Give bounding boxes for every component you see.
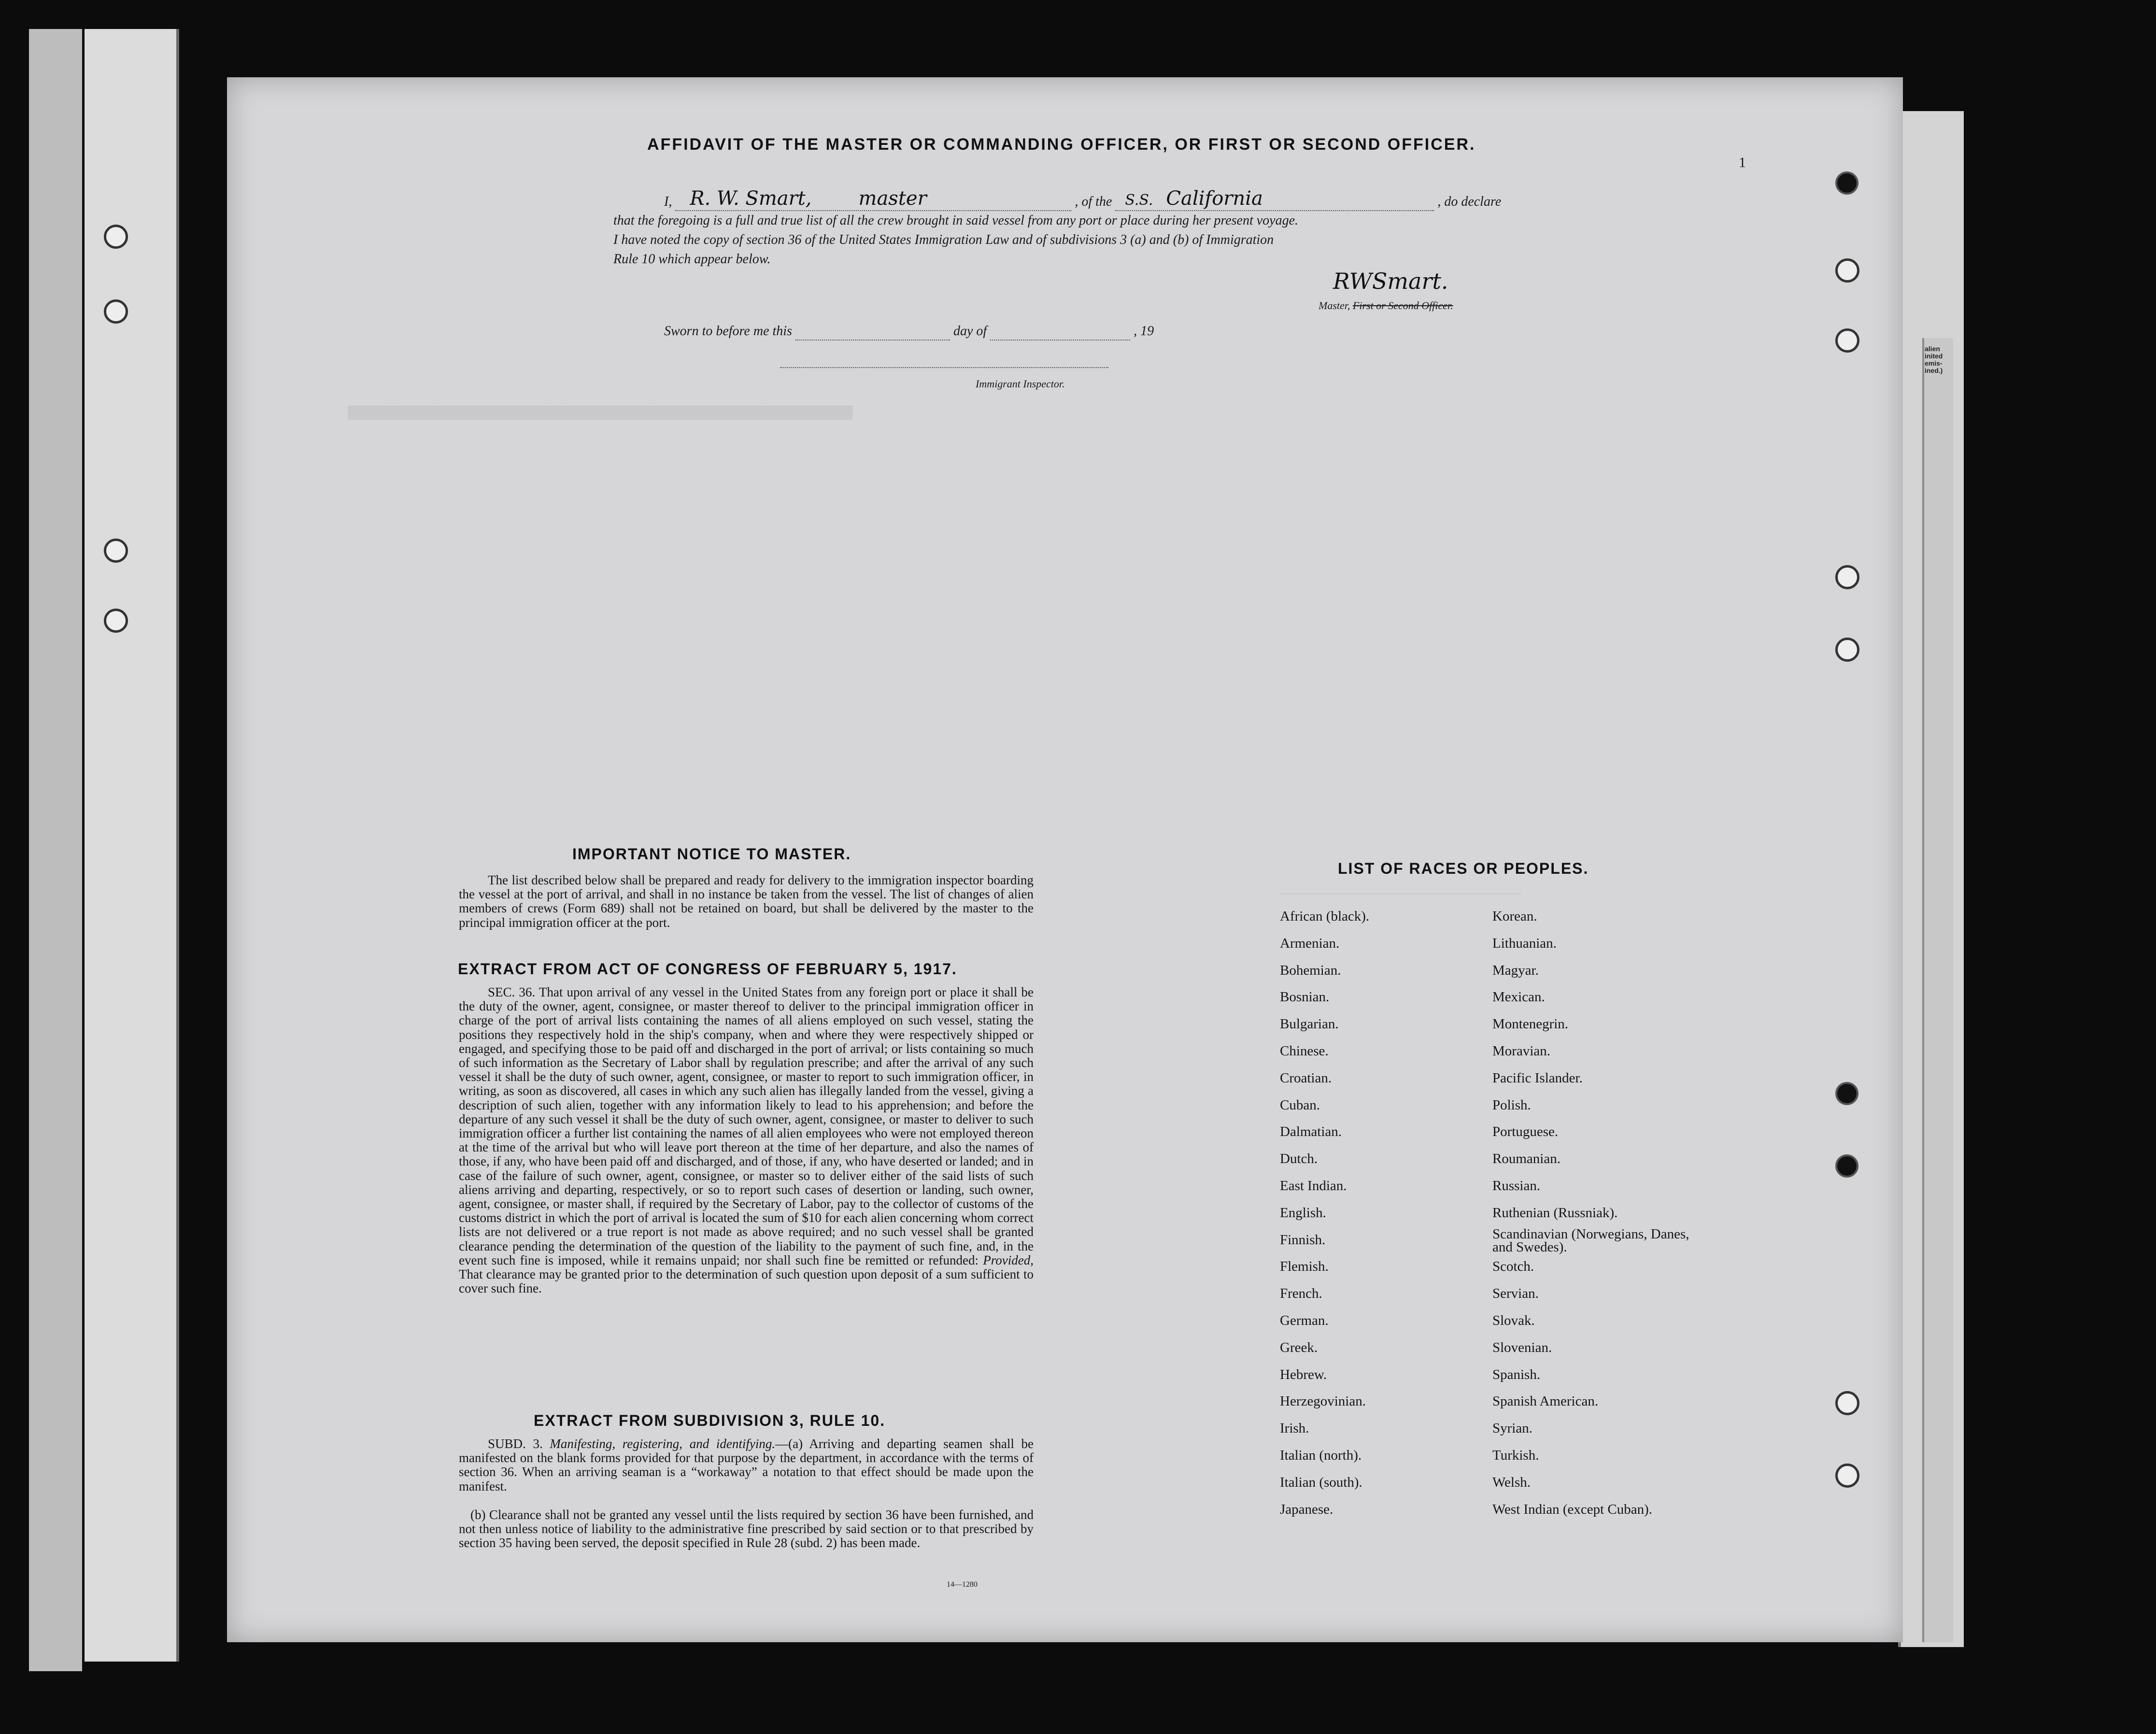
binder-hole (1835, 258, 1859, 283)
edge-text-line: ined.) (1925, 367, 1943, 374)
races-left-column (1280, 903, 1369, 1523)
race-item: Irish. (1280, 1421, 1309, 1436)
declaration-prefix: I, (664, 194, 672, 209)
race-item: Ruthenian (Russniak). (1492, 1205, 1618, 1221)
vessel-name-handwritten: California (1166, 187, 1263, 210)
sworn-year-label: , 19 (1134, 324, 1154, 339)
binder-strip-outer (29, 29, 82, 1671)
binder-hole (104, 225, 128, 249)
binder-hole (1835, 1391, 1859, 1415)
sworn-day-label: day of (953, 324, 987, 339)
vessel-name-field (1115, 189, 1434, 211)
race-item: Syrian. (1492, 1421, 1532, 1436)
sworn-prefix: Sworn to before me this (664, 324, 792, 339)
race-item: Welsh. (1492, 1474, 1531, 1490)
race-item: Pacific Islander. (1492, 1070, 1583, 1086)
race-item: Armenian. (1280, 935, 1340, 951)
extract-rule-text-b: (b) Clearance shall not be granted any vessel until the lists required by section 36 have been furnished, and not then unless notice of liability to the administrative fine prescribed by said section or to that prescribed by section 35 having been served, the deposit specified in Rule 28 (subd. 2) has been made. (459, 1507, 1034, 1550)
race-item: Lithuanian. (1492, 935, 1557, 951)
master-name-handwritten: R. W. Smart, (690, 187, 812, 210)
race-item: Japanese. (1280, 1501, 1333, 1517)
notice-text: The list described below shall be prepared and ready for delivery to the immigration inspector boarding the vessel at the port of arrival, and shall in no instance be taken from the vessel. The list of changes of alien members of crews (Form 689) shall not be retained on board, but shall be delivered by the master to the principal immigration officer at the port. (459, 873, 1034, 930)
race-item: Polish. (1492, 1097, 1531, 1113)
race-item: Bosnian. (1280, 989, 1330, 1005)
race-item: Scandinavian (Norwegians, Danes, and Swedes). (1492, 1226, 1689, 1255)
edge-text-line: alien (1925, 345, 1940, 353)
race-item: Herzegovinian. (1280, 1393, 1366, 1409)
race-item: Bulgarian. (1280, 1016, 1339, 1032)
race-item: Italian (north). (1280, 1447, 1362, 1463)
notice-title: IMPORTANT NOTICE TO MASTER. (572, 845, 851, 863)
race-item: East Indian. (1280, 1178, 1347, 1194)
sworn-month-field (990, 321, 1130, 341)
binder-hole (1835, 328, 1859, 353)
extract-act-body: That upon arrival of any vessel in the United States from any foreign port or place it shall be the duty of the owner, agent, consignee, or master thereof to deliver to the principal immigration officer in charge of the port of arrival lists containing the names of all aliens employed on such vessel, stating the positions they respectively hold in the ship's company, when and where they were respectively shipped or engaged, and specifying those to be paid off and discharged in the port of arrival; or lists containing so much of such information as the Secretary of Labor shall by regulation prescribe; and after the arrival of any such vessel it shall be the duty of such owner, agent, consignee, or master to report to such immigration officer, in writing, as soon as discovered, all cases in which any such alien has illegally landed from the vessel, giving a description of such alien, together with any information likely to lead to his apprehension; and before the departure of any such vessel it shall be the duty of such owner, agent, consignee, or master to deliver to such immigration officer a further list containing the names of all alien employees who were not employed thereon at the time of the arrival but who will leave port thereon at the time of her departure, and also the names of those, if any, who have been paid off and discharged, and of those, if any, who have deserted or landed; and in case of the failure of such owner, agent, consignee, or master so to deliver either of the said lists of such aliens arriving and departing, respectively, or so to report such cases of desertion or landing, such owner, agent, consignee, or master shall, if required by the Secretary of Labor, pay to the collector of customs of the customs district in which the port of arrival is located the sum of $10 for each alien concerning whom correct lists are not delivered or a true report is not made as above required; and no such vessel shall be granted clearance pending the determination of the question of the liability to the payment of such fine, and, in the event such fine is imposed, while it remains unpaid; nor shall such fine be remitted or refunded: (459, 985, 1034, 1267)
race-item: Finnish. (1280, 1232, 1326, 1248)
race-item: Korean. (1492, 909, 1537, 924)
races-right-column (1492, 903, 1695, 1523)
binder-hole (1835, 1082, 1858, 1105)
race-item: West Indian (except Cuban). (1492, 1501, 1653, 1517)
race-item: Scotch. (1492, 1259, 1534, 1275)
race-item: Dalmatian. (1280, 1124, 1342, 1140)
race-item: Montenegrin. (1492, 1016, 1569, 1032)
extract-rule-title: EXTRACT FROM SUBDIVISION 3, RULE 10. (534, 1412, 886, 1429)
rank-handwritten: master (858, 187, 927, 210)
race-item: Moravian. (1492, 1043, 1550, 1059)
extract-act-lead: SEC. 36. (488, 985, 536, 999)
inspector-signature-line (780, 367, 1108, 368)
races-title: LIST OF RACES OR PEOPLES. (1338, 860, 1589, 877)
race-item: Italian (south). (1280, 1474, 1362, 1490)
sworn-line (664, 321, 1154, 341)
extract-rule-text-a (459, 1437, 1034, 1493)
vessel-prefix: S.S. (1125, 192, 1153, 209)
master-name-field (675, 189, 1071, 211)
race-item: English. (1280, 1205, 1326, 1221)
form-code: 14—1280 (947, 1580, 978, 1589)
signature-caption (1319, 299, 1453, 312)
race-item: Cuban. (1280, 1097, 1320, 1113)
race-item: Croatian. (1280, 1070, 1332, 1086)
binder-hole (1835, 565, 1859, 589)
binder-hole (104, 299, 128, 324)
race-item: Slovak. (1492, 1312, 1535, 1328)
race-item: French. (1280, 1286, 1322, 1302)
do-declare-label: , do declare (1437, 194, 1502, 209)
extract-act-text (459, 985, 1034, 1295)
race-item: Roumanian. (1492, 1151, 1560, 1167)
edge-text (1925, 345, 1943, 374)
race-item: Servian. (1492, 1286, 1539, 1302)
inspector-caption: Immigrant Inspector. (976, 378, 1065, 390)
extract-act-proviso-text: That clearance may be granted prior to the determination of such question upon deposit of a sum sufficient to cover such fine. (459, 1267, 1034, 1296)
extract-rule-heading: Manifesting, registering, and identifying. (550, 1436, 776, 1451)
underlying-page-edge-2 (1922, 338, 1953, 1642)
race-item: Chinese. (1280, 1043, 1329, 1059)
extract-act-proviso-word: Provided, (983, 1252, 1034, 1267)
binder-hole (1835, 1154, 1858, 1178)
race-item: Turkish. (1492, 1447, 1539, 1463)
extract-rule-body-a: —(a) Arriving and departing seamen shall be manifested on the blank forms provided for that purpose by the department, in accordance with the terms of section 36. When an arriving seaman is a “workaway” a notation to that effect should be made upon the manifest. (459, 1436, 1034, 1493)
sworn-date-field (795, 321, 950, 341)
declaration-line-2: that the foregoing is a full and true list of all the crew brought in said vessel from any port or place during her present voyage. (613, 213, 1299, 228)
race-item: Spanish American. (1492, 1393, 1599, 1409)
race-item: Magyar. (1492, 962, 1539, 978)
of-the-label: , of the (1075, 194, 1112, 209)
declaration-line-4: Rule 10 which appear below. (613, 252, 771, 267)
page-number: 1 (1739, 155, 1746, 171)
binder-hole (104, 609, 128, 633)
edge-text-line: emis- (1925, 359, 1943, 367)
binder-hole (1835, 638, 1859, 662)
race-item: Bohemian. (1280, 962, 1341, 978)
race-item: German. (1280, 1312, 1329, 1328)
race-item: African (black). (1280, 909, 1370, 924)
binder-strip (85, 29, 179, 1662)
binder-hole (1835, 1464, 1859, 1488)
race-item: Slovenian. (1492, 1339, 1552, 1355)
binder-hole (1835, 171, 1858, 195)
race-item: Russian. (1492, 1178, 1541, 1194)
declaration-line-1 (664, 189, 1501, 211)
race-item: Spanish. (1492, 1366, 1541, 1382)
race-item: Dutch. (1280, 1151, 1318, 1167)
binder-hole (104, 539, 128, 563)
signature-caption-master: Master, (1319, 299, 1350, 312)
race-item: Portuguese. (1492, 1124, 1559, 1140)
race-item: Hebrew. (1280, 1366, 1327, 1382)
declaration-line-3: I have noted the copy of section 36 of the United States Immigration Law and of subdivisions 3 (a) and (b) of Immigration (613, 232, 1274, 247)
master-signature: RWSmart. (1333, 268, 1448, 294)
race-item: Mexican. (1492, 989, 1545, 1005)
bleed-through: ▒▒▒▒▒▒▒▒▒▒▒▒▒▒▒▒▒▒▒▒▒▒▒▒▒▒▒▒▒▒▒▒▒▒▒▒▒▒▒▒▒▒▒▒▒▒▒▒▒▒▒▒▒▒▒▒▒▒▒▒▒▒▒▒▒▒▒ (348, 406, 853, 420)
manifest-page (227, 77, 1903, 1642)
affidavit-title: AFFIDAVIT OF THE MASTER OR COMMANDING OFFICER, OR FIRST OR SECOND OFFICER. (647, 135, 1476, 154)
extract-rule-lead: SUBD. 3. (488, 1436, 543, 1451)
race-item: Greek. (1280, 1339, 1318, 1355)
signature-caption-struck: First or Second Officer. (1352, 299, 1453, 312)
extract-act-title: EXTRACT FROM ACT OF CONGRESS OF FEBRUARY 5, 1917. (458, 960, 957, 978)
race-item: Flemish. (1280, 1259, 1329, 1275)
edge-text-line: inited (1925, 352, 1943, 360)
